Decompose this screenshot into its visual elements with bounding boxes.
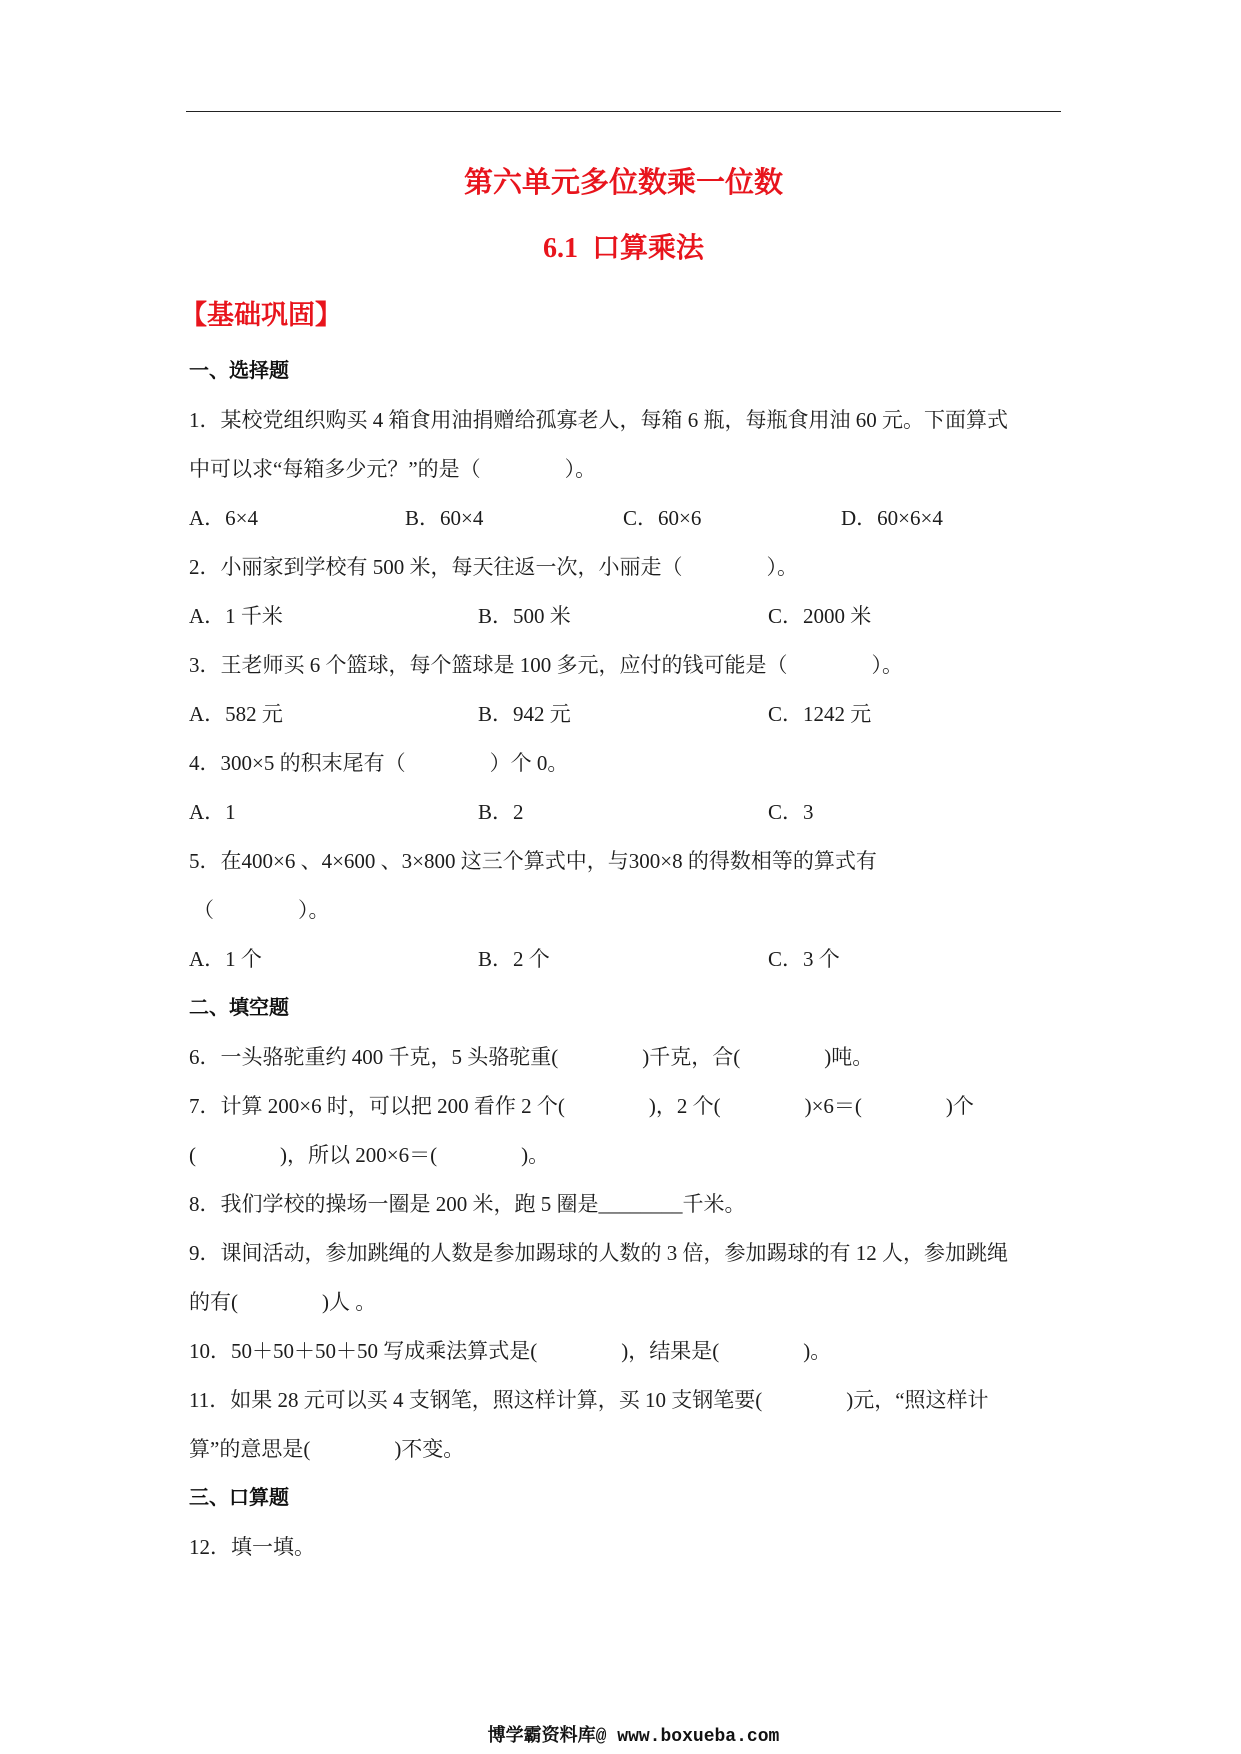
option-c: C．60×6: [623, 506, 702, 530]
question-text-line: 8．我们学校的操场一圈是 200 米，跑 5 圈是________千米。: [189, 1192, 746, 1216]
page-title: 第六单元多位数乘一位数: [463, 167, 783, 199]
option-c: C．3 个: [768, 947, 840, 971]
question-text-line: 9．课间活动，参加跳绳的人数是参加踢球的人数的 3 倍，参加踢球的有 12 人，参加跳绳: [189, 1241, 1008, 1265]
option-c: C．3: [768, 800, 814, 824]
question-text-line: 3．王老师买 6 个篮球，每个篮球是 100 多元，应付的钱可能是（ ）。: [189, 653, 903, 677]
question-text-line: 中可以求“每箱多少元？”的是（ ）。: [189, 457, 597, 481]
question-text-line: 的有( )人 。: [189, 1290, 377, 1314]
footer-watermark: 博学霸资料库@ www.boxueba.com: [487, 1727, 780, 1747]
question-2: [189, 543, 1059, 641]
option-a: A．1 千米: [189, 604, 283, 628]
option-a: A．6×4: [189, 506, 259, 530]
lesson-title: 6.1 口算乘法: [542, 233, 704, 264]
worksheet-body: [189, 347, 1059, 1572]
question-text-line: 5．在400×6 、4×600 、3×800 这三个算式中，与300×8 的得数相等的算式有: [189, 849, 877, 873]
question-text-line: 4．300×5 的积末尾有（ ）个 0。: [189, 751, 569, 775]
section-heading-choice: 一、选择题: [189, 360, 289, 382]
answer-options: [189, 935, 1059, 984]
question-text-line: 10．50＋50＋50＋50 写成乘法算式是( )，结果是( )。: [189, 1339, 832, 1363]
header-rule: [186, 111, 1061, 112]
question-text-line: 11．如果 28 元可以买 4 支钢笔，照这样计算，买 10 支钢笔要( )元，“照这样计: [189, 1388, 989, 1412]
question-text-line: 2．小丽家到学校有 500 米，每天往返一次，小丽走（ ）。: [189, 555, 798, 579]
question-text-line: 12．填一填。: [189, 1535, 315, 1559]
question-text-line: ( )，所以 200×6＝( )。: [189, 1143, 550, 1167]
option-a: A．1 个: [189, 947, 262, 971]
section-heading-mental-math: 三、口算题: [189, 1487, 289, 1509]
question-9: [189, 1229, 1059, 1327]
option-b: B．2 个: [478, 947, 550, 971]
question-text-line: 算”的意思是( )不变。: [189, 1437, 465, 1461]
option-d: D．60×6×4: [841, 506, 943, 530]
answer-options: [189, 592, 1059, 641]
option-b: B．2: [478, 800, 524, 824]
answer-options: [189, 788, 1059, 837]
question-7: [189, 1082, 1059, 1180]
question-10: [189, 1327, 1059, 1376]
question-12: [189, 1523, 1059, 1572]
question-11: [189, 1376, 1059, 1474]
question-5: [189, 837, 1059, 984]
section-heading-fill-blank: 二、填空题: [189, 997, 289, 1019]
option-b: B．942 元: [478, 702, 571, 726]
question-6: [189, 1033, 1059, 1082]
question-4: [189, 739, 1059, 837]
option-b: B．500 米: [478, 604, 571, 628]
answer-options: [189, 690, 1059, 739]
question-1: [189, 396, 1059, 543]
question-text-line: 6．一头骆驼重约 400 千克，5 头骆驼重( )千克，合( )吨。: [189, 1045, 874, 1069]
option-a: A．1: [189, 800, 236, 824]
question-3: [189, 641, 1059, 739]
option-b: B．60×4: [405, 506, 484, 530]
section-badge: 【基础巩固】: [180, 300, 342, 330]
question-text-line: 1．某校党组织购买 4 箱食用油捐赠给孤寡老人，每箱 6 瓶，每瓶食用油 60 元。下面算式: [189, 408, 1008, 432]
option-c: C．2000 米: [768, 604, 872, 628]
question-text-line: 7．计算 200×6 时，可以把 200 看作 2 个( )，2 个( )×6＝( )个: [189, 1094, 974, 1118]
answer-options: [189, 494, 1059, 543]
question-text-line: （ ）。: [193, 898, 330, 922]
option-c: C．1242 元: [768, 702, 872, 726]
question-8: [189, 1180, 1059, 1229]
option-a: A．582 元: [189, 702, 283, 726]
